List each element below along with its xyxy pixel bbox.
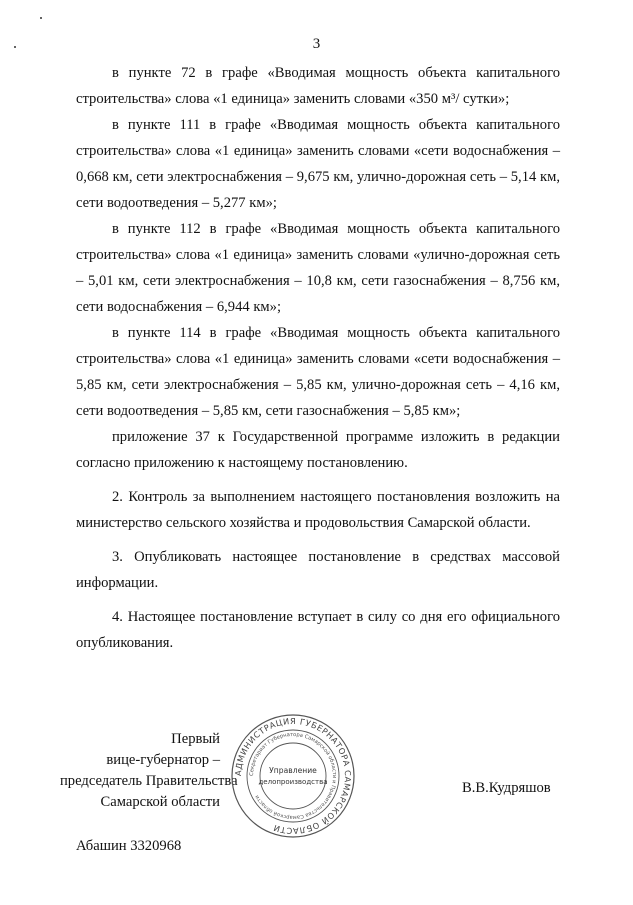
scan-speck <box>40 17 42 19</box>
seal-outer-text: АДМИНИСТРАЦИЯ ГУБЕРНАТОРА САМАРСКОЙ ОБЛАСТИ <box>232 715 354 837</box>
paragraph-appendix-37: приложение 37 к Государственной программе изложить в редакции согласно приложению к настоящему постановлению. <box>76 429 560 471</box>
paragraph-item-112: в пункте 112 в графе «Вводимая мощность объекта капитального строительства» слова «1 единица» заменить словами «улично-дорожная сеть – 5,01 км, сети электроснабжения – 10,8 км, сети газоснабжения – 8,756 км, сети водоснабжения – 6,944 км»; <box>76 221 560 315</box>
page-number: 3 <box>312 36 321 52</box>
signatory-title-line: Первый <box>171 731 220 747</box>
official-seal <box>229 712 357 840</box>
signatory-title-line: Самарской области <box>100 794 220 810</box>
signatory-name: В.В.Кудряшов <box>462 780 551 796</box>
paragraph-item-111: в пункте 111 в графе «Вводимая мощность объекта капитального строительства» слова «1 единица» заменить словами «сети водоснабжения – 0,668 км, сети электроснабжения – 9,675 км, улично-дорожная сеть – 5,14 км, сети водоотведения – 5,277 км»; <box>76 117 560 211</box>
signatory-title-line: вице-губернатор – <box>106 752 220 768</box>
seal-center-line: Управление <box>269 766 317 775</box>
executor-contact: Абашин 3320968 <box>76 838 182 854</box>
paragraph-control: 2. Контроль за выполнением настоящего постановления возложить на министерство сельского хозяйства и продовольствия Самарской области. <box>76 489 560 531</box>
signatory-title-line: председатель Правительства <box>60 773 238 789</box>
seal-center-line: делопроизводства <box>258 778 328 786</box>
paragraph-publish: 3. Опубликовать настоящее постановление в средствах массовой информации. <box>76 549 560 591</box>
paragraph-item-72: в пункте 72 в графе «Вводимая мощность объекта капитального строительства» слова «1 единица» заменить словами «350 м³/ сутки»; <box>76 65 560 107</box>
document-body <box>76 60 560 656</box>
paragraph-effective: 4. Настоящее постановление вступает в силу со дня его официального опубликования. <box>76 609 560 651</box>
signatory-title <box>60 729 238 813</box>
paragraph-item-114: в пункте 114 в графе «Вводимая мощность объекта капитального строительства» слова «1 единица» заменить словами «сети водоснабжения – 5,85 км, сети электроснабжения – 5,85 км, улично-дорожная сеть – 4,16 км, сети водоотведения – 5,85 км, сети газоснабжения – 5,85 км»; <box>76 325 560 419</box>
seal-inner-text: Секретариат Губернатора Самарской области и Правительства Самарской области <box>248 731 338 821</box>
svg-text:Секретариат Губернатора Самарс <box>249 732 337 820</box>
